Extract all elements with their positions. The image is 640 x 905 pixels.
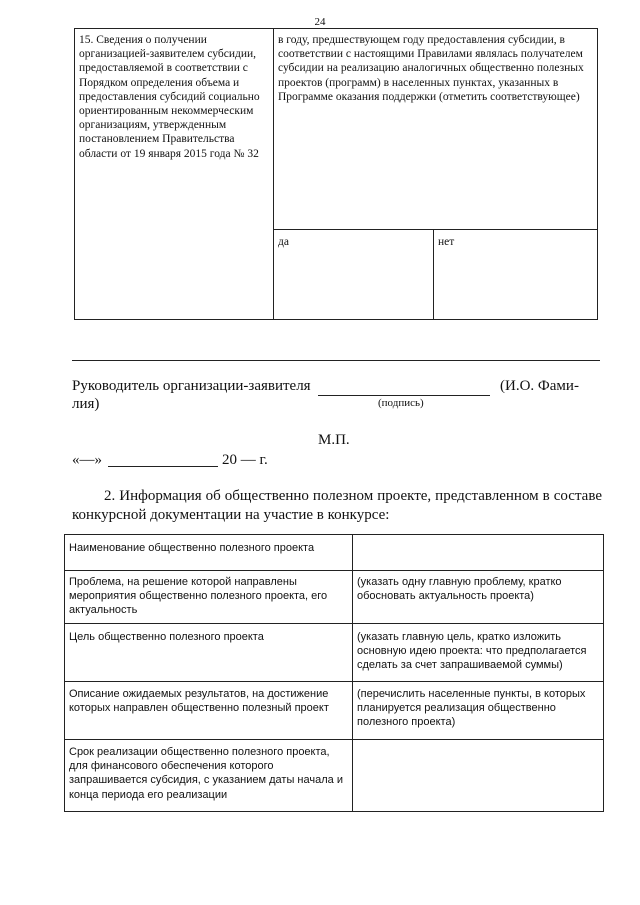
table-row-label: Срок реализации общественно полезного проекта, для финансового обеспечения которого запрашивается субсидия, с указанием даты начала и конца периода его реализации <box>69 746 343 801</box>
answer-no-cell[interactable]: нет <box>438 236 455 248</box>
results-value[interactable]: (перечислить населенные пункты, в которых планируется реализация общественно полезного проекта) <box>357 688 586 729</box>
date-year: 20 — г. <box>222 452 268 468</box>
date-day: «—» <box>72 452 102 468</box>
name-hint: (И.О. Фами- <box>500 378 579 394</box>
table-row-label: Наименование общественно полезного проекта <box>69 542 315 554</box>
project-info-table <box>64 534 604 812</box>
page-number: 24 <box>314 16 326 28</box>
section-15-question: в году, предшествующем году предоставления субсидии, в соответствии с настоящими Правилами являлась получателем субсидии на реализацию аналогичных общественно полезных проектов (программ) в населенных пунктах, указанных в Программе оказания поддержки (отметить соответствующее) <box>278 34 584 103</box>
stamp-place: М.П. <box>318 432 350 448</box>
answer-yes-cell[interactable]: да <box>278 236 289 248</box>
signature-hint: (подпись) <box>378 397 424 409</box>
table-row-label: Проблема, на решение которой направлены мероприятия общественно полезного проекта, его актуальность <box>69 576 328 617</box>
signature-line[interactable] <box>318 395 490 396</box>
date-month-line[interactable] <box>108 466 218 467</box>
section-15-table <box>74 28 598 320</box>
head-label: Руководитель организации-заявителя <box>72 378 311 394</box>
separator-line <box>72 360 600 361</box>
section-15-label: 15. Сведения о получении организацией-заявителем субсидии, предоставляемой в соответствии с Порядком определения объема и предоставления субсидий социально ориентированным некоммерческим организациям, утвержденным постановлением Правительства области от 19 января 2015 года № 32 <box>79 34 260 160</box>
goal-value[interactable]: (указать главную цель, кратко изложить основную идею проекта: что предполагается сделать за счет запрашиваемой суммы) <box>357 631 587 672</box>
table-row-label: Цель общественно полезного проекта <box>69 631 264 643</box>
name-hint-cont: лия) <box>72 396 100 412</box>
problem-value[interactable]: (указать одну главную проблему, кратко обосновать актуальность проекта) <box>357 576 562 603</box>
table-row-label: Описание ожидаемых результатов, на достижение которых направлен общественно полезный проект <box>69 688 329 715</box>
section-2-heading: 2. Информация об общественно полезном проекте, представленном в составе конкурсной документации на участие в конкурсе: <box>72 488 602 523</box>
